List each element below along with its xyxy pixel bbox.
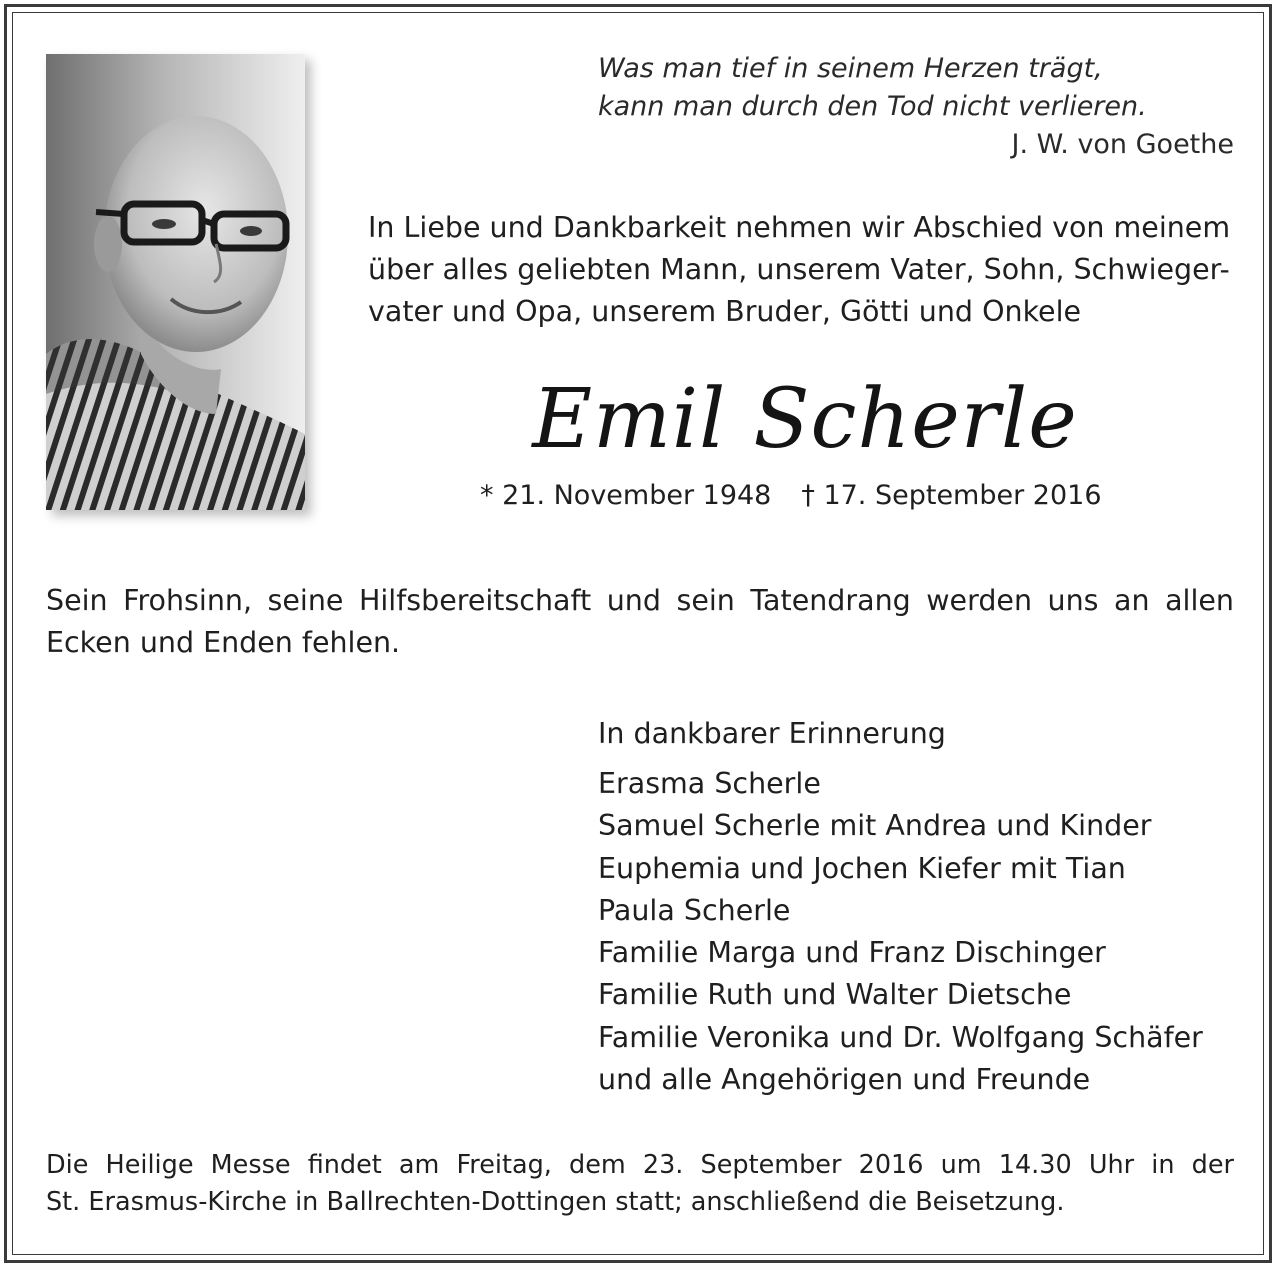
- service-line: St. Erasmus-Kirche in Ballrechten-Dottingen statt; anschließend die Beisetzung.: [46, 1187, 1065, 1217]
- mourner-name: Euphemia und Jochen Kiefer mit Tian: [598, 851, 1126, 885]
- deceased-name: Emil Scherle: [532, 372, 1078, 467]
- mourner-name: Paula Scherle: [598, 893, 791, 927]
- mourners-heading: In dankbarer Erinnerung: [598, 717, 946, 750]
- mourner-name: Familie Veronika und Dr. Wolfgang Schäfer: [598, 1020, 1203, 1054]
- mourner-name: Familie Marga und Franz Dischinger: [598, 936, 1106, 970]
- mourner-name: und alle Angehörigen und Freunde: [598, 1063, 1091, 1097]
- portrait-photo: [46, 54, 305, 510]
- quote-line: kann man durch den Tod nicht verlieren.: [598, 91, 1147, 122]
- mourner-name: Samuel Scherle mit Andrea und Kinder: [598, 809, 1152, 843]
- death-date: † 17. September 2016: [801, 480, 1102, 511]
- portrait-illustration: [46, 54, 305, 510]
- mourner-name: Familie Ruth und Walter Dietsche: [598, 978, 1072, 1012]
- tribute-line: Sein Frohsinn, seine Hilfsbereitschaft und sein Tatendrang werden uns an allen: [46, 584, 1234, 617]
- service-info: [46, 1147, 1234, 1221]
- mourner-name: Erasma Scherle: [598, 767, 821, 800]
- quote-line: Was man tief in seinem Herzen trägt,: [598, 53, 1103, 84]
- intro-line: In Liebe und Dankbarkeit nehmen wir Abschied von meinem: [368, 211, 1231, 244]
- service-line: Die Heilige Messe findet am Freitag, dem 23. September 2016 um 14.30 Uhr in der: [46, 1150, 1234, 1180]
- goethe-quote: [598, 50, 1147, 126]
- quote-author: J. W. von Goethe: [1011, 129, 1234, 160]
- life-dates: [480, 476, 1102, 516]
- tribute-line: Ecken und Enden fehlen.: [46, 626, 401, 659]
- tribute-text: [46, 580, 1234, 664]
- intro-line: über alles geliebten Mann, unserem Vater, Sohn, Schwieger-: [368, 253, 1230, 286]
- intro-line: vater und Opa, unserem Bruder, Götti und Onkele: [368, 295, 1082, 328]
- birth-date: * 21. November 1948: [480, 480, 772, 511]
- mourners-list: [598, 713, 1203, 1101]
- intro-text: [368, 207, 1234, 333]
